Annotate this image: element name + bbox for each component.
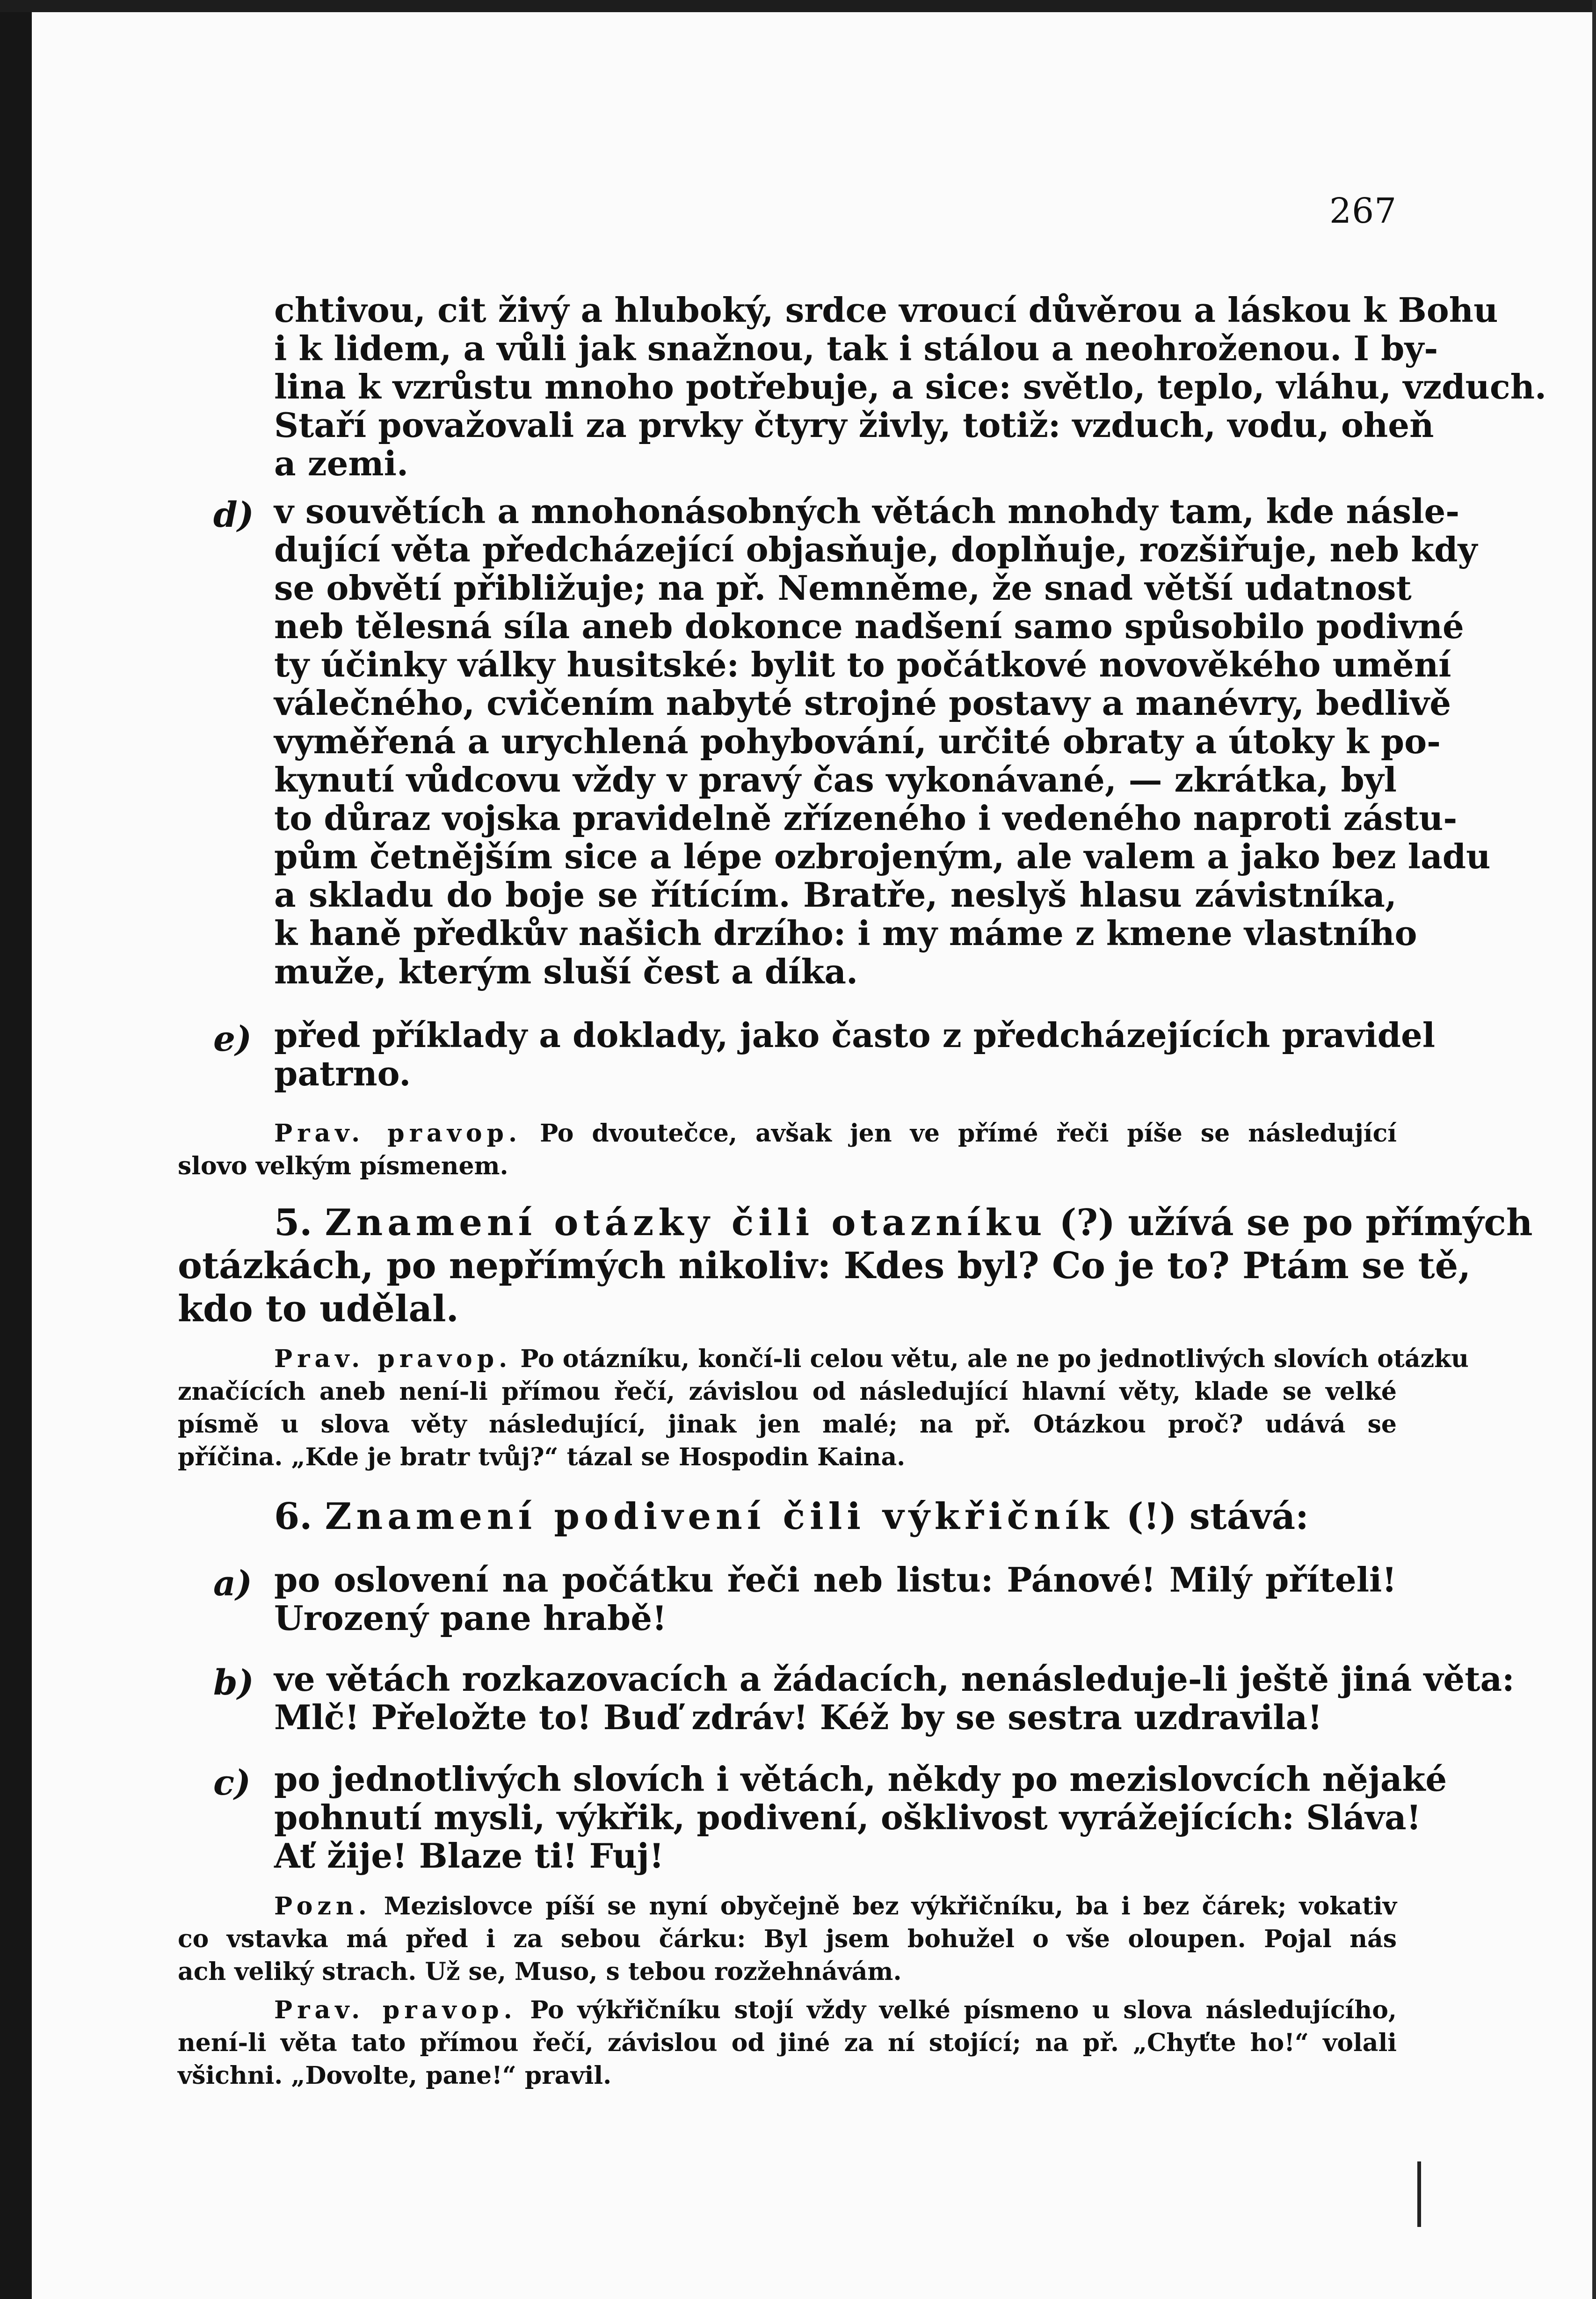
text-line: a zemi. [274,444,409,483]
text-line: po oslovení na počátku řeči neb listu: Pánové! Milý příteli! [274,1560,1397,1600]
text-line: Staří považovali za prvky čtyry živly, totiž: vzduch, vodu, oheň [274,405,1434,445]
item-b-paragraph [274,1659,1515,1737]
book-spine-shadow [0,0,32,2299]
text-line: po jednotlivých slovích i větách, někdy po mezislovcích nějaké [274,1759,1447,1799]
text-line: písmě u slova věty následující, jinak jen malé; na př. Otázkou proč? udává se [178,1410,1397,1439]
text-line: to důraz vojska pravidelně zřízeného i vedeného naproti zástu- [274,798,1458,838]
section-5-title: Znamení otázky čili otazníku [325,1201,1047,1244]
note-text: Po výkřičníku stojí vždy velké písmeno u slova následujícího, [530,1996,1397,2024]
section-6-number: 6. [274,1495,312,1538]
text-line: ach veliký strach. Už se, Muso, s tebou rozžehnávám. [178,1957,902,1986]
item-a-paragraph [274,1561,1397,1637]
text-line: kynutí vůdcovu vždy v pravý čas vykonávané, — zkrátka, byl [274,760,1397,800]
note-prav-pravop-2 [178,1343,1469,1474]
note-text: Mezislovce píší se nyní obyčejně bez výkřičníku, ba i bez čárek; vokativ [384,1892,1397,1921]
note-label: Prav. pravop. [274,1345,512,1373]
note-first-line [178,1994,1397,2027]
note-label: Pozn. [274,1892,371,1921]
text-line: patrno. [274,1054,411,1093]
section-5 [178,1201,1533,1331]
section-6-tail: (!) stává: [1126,1495,1309,1538]
text-line: ve větách rozkazovacích a žádacích, nenásleduje-li ještě jiná věta: [274,1659,1515,1699]
text-line: neb tělesná síla aneb dokonce nadšení samo spůsobilo podivné [274,606,1464,646]
right-scan-edge [1592,0,1596,2299]
text-line: chtivou, cit živý a hluboký, srdce vroucí důvěrou a láskou k Bohu [274,290,1498,330]
item-c-paragraph [274,1759,1447,1876]
text-line: kdo to udělal. [178,1288,459,1330]
text-line: pům četnějším sice a lépe ozbrojeným, ale valem a jako bez ladu [274,837,1491,876]
text-line: a skladu do boje se řítícím. Bratře, neslyš hlasu závistníka, [274,875,1397,915]
text-line: válečného, cvičením nabyté strojné postavy a manévry, bedlivě [274,683,1451,723]
note-text: Po otázníku, končí-li celou větu, ale ne po jednotlivých slovích otázku [520,1345,1469,1373]
text-line: v souvětích a mnohonásobných větách mnohdy tam, kde násle- [274,491,1460,531]
section-6-heading-line [274,1495,1397,1538]
text-line: před příklady a doklady, jako často z předcházejících pravidel [274,1015,1436,1055]
note-first-line [178,1343,1469,1375]
note-label: Prav. pravop. [274,1119,522,1148]
text-line: otázkách, po nepřímých nikoliv: Kdes byl? Co je to? Ptám se tě, [178,1244,1471,1287]
text-line: ty účinky války husitské: bylit to počátkové novověkého umění [274,645,1451,684]
text-line: se obvětí přibližuje; na př. Nemněme, že snad větší udatnost [274,568,1412,608]
section-5-heading-line [178,1201,1533,1244]
section-6-title: Znamení podivení čili výkřičník [325,1495,1114,1538]
note-first-line [178,1890,1397,1923]
item-b-marker: b) [213,1663,254,1703]
text-line: příčina. „Kde je bratr tvůj?“ tázal se Hospodin Kaina. [178,1443,906,1471]
item-e-paragraph [274,1015,1436,1093]
intro-paragraph [274,290,1547,483]
scan-artifact-mark [1417,2161,1421,2227]
text-line: muže, kterým sluší čest a díka. [274,952,858,991]
text-line: dující věta předcházející objasňuje, doplňuje, rozšiřuje, neb kdy [274,530,1478,569]
item-a-marker: a) [213,1564,252,1604]
text-line: co vstavka má před i za sebou čárku: Byl jsem bohužel o vše oloupen. Pojal nás [178,1925,1397,1953]
note-prav-pravop-3 [178,1994,1397,2092]
note-pozn [178,1890,1397,1988]
text-line: značících aneb není-li přímou řečí, závislou od následující hlavní věty, klade se velké [178,1377,1397,1406]
text-line: (?) užívá se po přímých [1059,1201,1533,1244]
text-line: není-li věta tato přímou řečí, závislou od jiné za ní stojící; na př. „Chyťte ho!“ volali [178,2029,1397,2057]
text-line: lina k vzrůstu mnoho potřebuje, a sice: světlo, teplo, vláhu, vzduch. [274,367,1547,407]
text-line: vyměřená a urychlená pohybování, určité obraty a útoky k po- [274,721,1441,761]
section-6-heading [274,1495,1397,1538]
page-number: 267 [1329,191,1397,231]
text-line: k haně předkův našich drzího: i my máme z kmene vlastního [274,913,1417,953]
text-line: pohnutí mysli, výkřik, podivení, ošklivost vyrážejících: Sláva! [274,1797,1422,1837]
text-line: slovo velkým písmenem. [178,1152,508,1180]
item-e-marker: e) [213,1019,252,1059]
note-prav-pravop-1 [178,1117,1397,1183]
note-first-line [178,1117,1397,1150]
note-text: Po dvoutečce, avšak jen ve přímé řeči píše se následující [540,1119,1397,1148]
text-line: Urozený pane hrabě! [274,1598,667,1638]
text-line: i k lidem, a vůli jak snažnou, tak i stálou a neohroženou. I by- [274,328,1438,368]
text-line: všichni. „Dovolte, pane!“ pravil. [178,2061,612,2090]
item-d-paragraph [274,491,1491,991]
note-label: Prav. pravop. [274,1996,517,2024]
text-line: Mlč! Přeložte to! Buď zdráv! Kéž by se sestra uzdravila! [274,1697,1322,1737]
item-c-marker: c) [213,1763,251,1803]
item-d-marker: d) [213,495,254,535]
section-5-number: 5. [274,1201,312,1244]
top-scan-edge [0,0,1596,12]
text-line: Ať žije! Blaze ti! Fuj! [274,1836,664,1876]
